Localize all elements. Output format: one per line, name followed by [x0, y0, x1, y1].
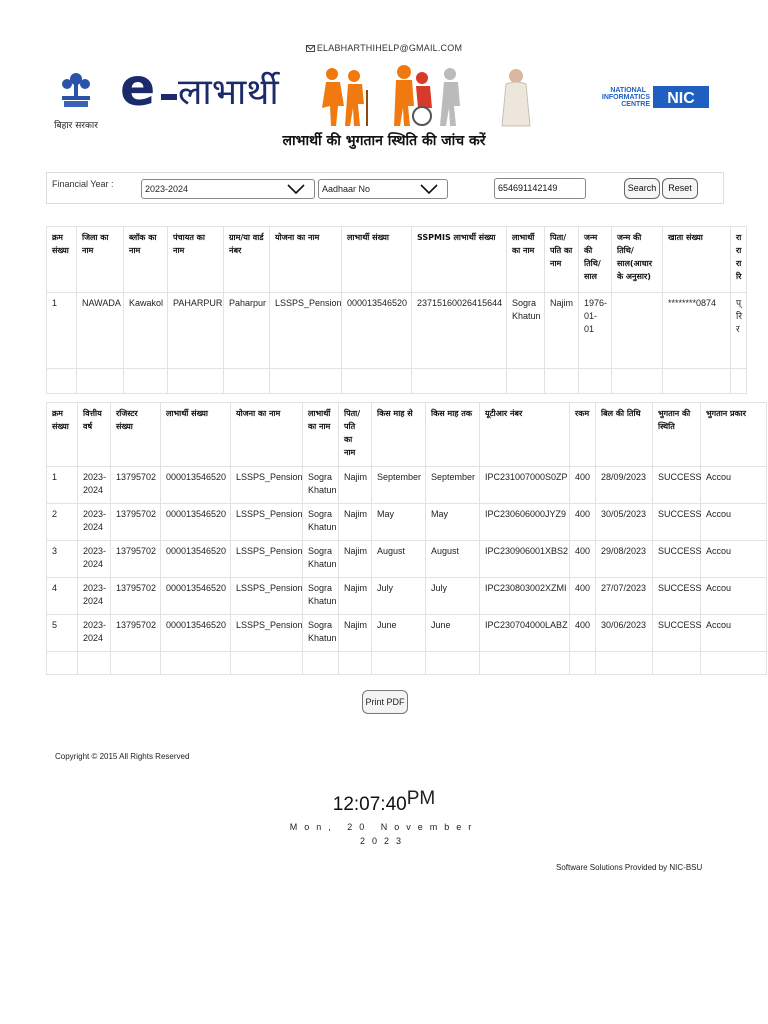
col-header: खाता संख्या	[663, 227, 731, 293]
table-cell: LSSPS_Pension	[231, 504, 303, 541]
table-cell: PAHARPUR	[168, 293, 224, 369]
col-header: रजिस्टर संख्या	[111, 403, 161, 467]
table-cell: June	[426, 615, 480, 652]
table-row	[47, 615, 767, 652]
table-cell: Sogra Khatun	[303, 504, 339, 541]
table-row	[47, 293, 747, 369]
table-cell: LSSPS_Pension	[231, 615, 303, 652]
table-cell: May	[426, 504, 480, 541]
table-cell: 13795702	[111, 504, 161, 541]
table-cell: May	[372, 504, 426, 541]
clock-ampm: PM	[406, 788, 436, 809]
col-header: लाभार्थी का नाम	[303, 403, 339, 467]
brand-word: लाभार्थी	[178, 72, 279, 113]
nic-text-1: NATIONAL	[610, 87, 646, 94]
col-header: पंचायत का नाम	[168, 227, 224, 293]
table-cell: August	[426, 541, 480, 578]
table-cell: 13795702	[111, 467, 161, 504]
col-header: क्रम संख्या	[47, 227, 77, 293]
table-row	[47, 541, 767, 578]
table-row-empty	[47, 652, 767, 675]
table-cell: Accou	[701, 578, 767, 615]
table-cell: 2023-2024	[78, 467, 111, 504]
table-cell: Kawakol	[124, 293, 168, 369]
table-cell: July	[372, 578, 426, 615]
site-header	[0, 58, 768, 132]
table-cell: September	[372, 467, 426, 504]
table-cell: IPC230803002XZMI	[480, 578, 570, 615]
col-header: पिता/ पति का नाम	[339, 403, 372, 467]
col-header: किस माह से	[372, 403, 426, 467]
nic-text-2: INFORMATICS	[601, 94, 650, 101]
table-cell: SUCCESS	[653, 578, 701, 615]
table-cell: 13795702	[111, 578, 161, 615]
beneficiary-table	[46, 226, 743, 394]
col-header: ग्राम/या वार्ड नंबर	[224, 227, 270, 293]
financial-year-select[interactable]	[141, 179, 315, 199]
provider-credit: Software Solutions Provided by NIC-BSU	[556, 863, 703, 872]
table-cell: LSSPS_Pension	[231, 541, 303, 578]
table-cell: 30/05/2023	[596, 504, 653, 541]
col-header: ब्लॉक का नाम	[124, 227, 168, 293]
col-header: भुगतान की स्थिति	[653, 403, 701, 467]
print-pdf-button[interactable]: Print PDF	[362, 690, 408, 714]
table-cell: Najim	[339, 578, 372, 615]
table-cell: 5	[47, 615, 78, 652]
table-cell: 2023-2024	[78, 504, 111, 541]
id-type-value: Aadhaar No	[322, 184, 371, 194]
table-cell: 28/09/2023	[596, 467, 653, 504]
table-cell: 30/06/2023	[596, 615, 653, 652]
search-button[interactable]: Search	[624, 178, 660, 199]
table-cell: IPC231007000S0ZP	[480, 467, 570, 504]
elderly-figures-icon	[318, 62, 468, 130]
table-cell: SUCCESS	[653, 615, 701, 652]
table-cell: 2023-2024	[78, 578, 111, 615]
table-cell: NAWADA	[77, 293, 124, 369]
col-header: जन्म की तिथि/ साल	[579, 227, 612, 293]
col-header: क्रम संख्या	[47, 403, 78, 467]
table-cell: 1976-01-01	[579, 293, 612, 369]
clock-year: 2023	[359, 836, 409, 846]
table-row	[47, 504, 767, 541]
table-cell: Accou	[701, 467, 767, 504]
mail-icon	[306, 45, 315, 52]
table-cell: 000013546520	[342, 293, 412, 369]
table-cell: Sogra Khatun	[303, 541, 339, 578]
page-title: लाभार्थी की भुगतान स्थिति की जांच करें	[282, 133, 486, 149]
table-cell: IPC230906001XBS2	[480, 541, 570, 578]
table-cell: Najim	[545, 293, 579, 369]
table-cell: September	[426, 467, 480, 504]
table-cell: LSSPS_Pension	[270, 293, 342, 369]
col-header: SSPMIS लाभार्थी संख्या	[412, 227, 507, 293]
table-cell: 2	[47, 504, 78, 541]
col-header: बिल की तिथि	[596, 403, 653, 467]
table-cell: 3	[47, 541, 78, 578]
col-header: रकम	[570, 403, 596, 467]
col-header: पिता/ पति का नाम	[545, 227, 579, 293]
table-row	[47, 578, 767, 615]
chevron-down-icon	[419, 183, 439, 195]
copyright-text: Copyright © 2015 All Rights Reserved	[55, 752, 190, 761]
table-cell: LSSPS_Pension	[231, 467, 303, 504]
col-header: यूटीआर नंबर	[480, 403, 570, 467]
table-cell: Sogra Khatun	[303, 467, 339, 504]
table-cell: LSSPS_Pension	[231, 578, 303, 615]
col-header: लाभार्थी संख्या	[342, 227, 412, 293]
col-header: योजना का नाम	[270, 227, 342, 293]
beneficiary-table-header	[47, 227, 747, 293]
aadhaar-number-input[interactable]: 654691142149	[494, 178, 586, 199]
table-cell: Najim	[339, 615, 372, 652]
beneficiary-woman-icon	[498, 66, 534, 128]
table-row-empty	[47, 369, 747, 394]
bihar-caption: बिहार सरकार	[54, 121, 98, 131]
nic-text-3: CENTRE	[621, 101, 650, 108]
table-cell: 1	[47, 467, 78, 504]
table-cell: 2023-2024	[78, 541, 111, 578]
chevron-down-icon	[286, 183, 306, 195]
table-cell: 400	[570, 578, 596, 615]
bihar-government-logo	[50, 70, 102, 130]
table-cell: SUCCESS	[653, 541, 701, 578]
table-cell: ********0874	[663, 293, 731, 369]
contact-email[interactable]: ELABHARTHIHELP@GMAIL.COM	[0, 43, 768, 53]
table-cell: Sogra Khatun	[507, 293, 545, 369]
table-cell: 29/08/2023	[596, 541, 653, 578]
clock-time: 12:07:40	[332, 794, 407, 815]
table-cell: Paharpur	[224, 293, 270, 369]
table-cell: 13795702	[111, 615, 161, 652]
id-type-select[interactable]	[318, 179, 448, 199]
financial-year-label: Financial Year :	[52, 179, 114, 189]
table-cell: 4	[47, 578, 78, 615]
table-cell: 000013546520	[161, 578, 231, 615]
table-cell: Accou	[701, 615, 767, 652]
table-cell: Najim	[339, 504, 372, 541]
bihar-emblem-icon	[56, 70, 96, 110]
table-cell: 000013546520	[161, 615, 231, 652]
table-cell: 23715160026415644	[412, 293, 507, 369]
table-cell: June	[372, 615, 426, 652]
table-cell: IPC230606000JYZ9	[480, 504, 570, 541]
table-cell: SUCCESS	[653, 504, 701, 541]
payment-status-table	[46, 402, 747, 675]
table-cell: 13795702	[111, 541, 161, 578]
table-cell: 2023-2024	[78, 615, 111, 652]
table-cell: SUCCESS	[653, 467, 701, 504]
table-cell: 000013546520	[161, 541, 231, 578]
nic-logo-icon	[590, 84, 712, 110]
col-header: लाभार्थी संख्या	[161, 403, 231, 467]
table-cell: 400	[570, 504, 596, 541]
table-cell: प् रि र	[731, 293, 747, 369]
clock-date: Mon, 20 November	[289, 822, 479, 832]
digital-clock	[0, 788, 768, 816]
col-header: भुगतान प्रकार	[701, 403, 767, 467]
table-cell: 000013546520	[161, 467, 231, 504]
col-header: जन्म की तिथि/ साल(आधार के अनुसार)	[612, 227, 663, 293]
table-cell: Najim	[339, 541, 372, 578]
table-cell: Najim	[339, 467, 372, 504]
table-cell: IPC230704000LABZ	[480, 615, 570, 652]
table-cell: 1	[47, 293, 77, 369]
reset-button[interactable]: Reset	[662, 178, 698, 199]
table-cell: 400	[570, 467, 596, 504]
table-cell: 400	[570, 615, 596, 652]
table-cell: August	[372, 541, 426, 578]
payment-table-header	[47, 403, 767, 467]
financial-year-value: 2023-2024	[145, 184, 189, 194]
table-cell: Accou	[701, 541, 767, 578]
brand-e: e	[120, 58, 156, 118]
col-header: रा रा रा रि	[731, 227, 747, 293]
table-cell: 27/07/2023	[596, 578, 653, 615]
col-header: किस माह तक	[426, 403, 480, 467]
table-cell: July	[426, 578, 480, 615]
table-cell: 000013546520	[161, 504, 231, 541]
table-row	[47, 467, 767, 504]
table-cell: Sogra Khatun	[303, 615, 339, 652]
table-cell: 400	[570, 541, 596, 578]
table-cell	[612, 293, 663, 369]
table-cell: Sogra Khatun	[303, 578, 339, 615]
nic-mark: NIC	[667, 90, 695, 107]
brand-dash	[161, 94, 177, 100]
col-header: योजना का नाम	[231, 403, 303, 467]
col-header: जिला का नाम	[77, 227, 124, 293]
search-filter-bar	[46, 172, 724, 204]
col-header: लाभार्थी का नाम	[507, 227, 545, 293]
table-cell: Accou	[701, 504, 767, 541]
col-header: वित्तीय वर्ष	[78, 403, 111, 467]
